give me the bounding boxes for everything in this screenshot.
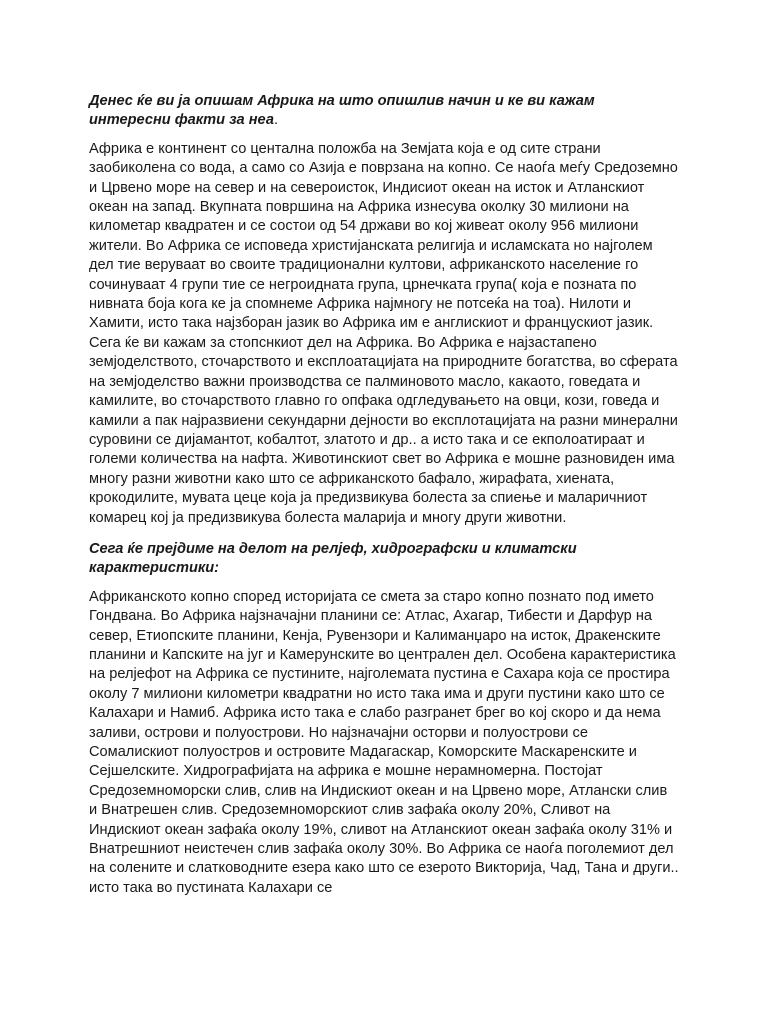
intro-heading [89, 92, 679, 131]
body-paragraph-1: Африка е континент со центална положба на Земјата која е од сите страни заобиколена со вода, а само со Азија е поврзана на копно. Се наоѓа меѓу Средоземно и Црвено море на север и на североисток, Индисиот океан на исток и Атланскиот океан на запад. Вкупната површина на Африка изнесува околку 30 милиони на километар квадратен и се состои од 54 држави во кој живеат околу 956 милиони жители. Во Африка се исповеда христијанската религија и исламската но најголем дел тие веруваат во своите традиционални култови, африканското население го сочинуваат 4 групи тие се негроидната група, црнечката група( која е позната по нивната боја кога ке ја спомнеме Африка најмногу не потсеќа на тоа). Нилоти и Хамити, исто така најзборан јазик во Африка им е англискиот и францускиот јазик. Сега ќе ви кажам за стопснкиот дел на Африка. Во Африка е најзастапено земјоделството, сточарството и експлоатацијата на природните богатства, во сферата на земјоделство важни производства се палминовото масло, какаото, говедата и камилите, во сточарството главно го опфака одгледувањето на овци, кози, говеда и камили а пак најразвиени секундарни дејности во експлотацијата на разни минерални суровини се дијамантот, кобалтот, златото и др.. а исто така и се екполоатираат и големи количества на нафта. Животинскиот свет во Африка е мошне разновиден има многу разни животни како што се африканското бафало, жирафата, хиената, крокодилите, мувата цеце која ја предизвикува болеста за спиење и маларичниот комарец кој ја предизвикува болеста маларија и многу други животни. [89, 140, 678, 526]
intro-heading-text: Денес ќе ви ја опишам Африка на што опишлив начин и ке ви кажам интересни факти за неа [89, 93, 595, 129]
body-paragraph-2: Африканското копно според историјата се смета за старо копно познато под името Гондвана. Во Африка најзначајни планини се: Атлас, Ахагар, Тибести и Дарфур на север, Етиопските планини, Кенја, Рувензори и Калиманџаро на исток, Дракенските планини и Капските на југ и Камерунските во централен дел. Особена карактеристика на релјефот на Африка се пустините, најголемата пустина е Сахара која се простира околу 7 милиони километри квадратни но исто така има и други пустини како што се Калахари и Намиб. Африка исто така е слабо разгранет брег во кој скоро и да нема заливи, острови и полуострови. Но најзначајни осторви и полуострови се Сомалискиот полуостров и островите Мадагаскар, Коморските Маскаренските и Сејшелските. Хидрографијата на африка е мошне нерамномерна. Постојат Средоземноморски слив, слив на Индискиот океан и на Црвено море, Атлански слив и Внатрешен слив. Средоземноморскиот слив зафаќа околу 20%, Сливот на Индискиот океан зафаќа околу 19%, сливот на Атланскиот океан зафаќа околу 31% и Внатрешниот неистечен слив зафаќа околу 30%. Во Африка се наоѓа поголемиот дел на солените и слатководните езера како што се езерото Викторија, Чад, Тана и други.. исто така во пустината Калахари се [89, 588, 679, 896]
section-heading-relief: Сега ќе прејдиме на делот на релјеф, хидрографски и климатски карактеристики: [89, 540, 577, 577]
intro-heading-period: . [273, 112, 279, 129]
document-page [89, 92, 679, 910]
